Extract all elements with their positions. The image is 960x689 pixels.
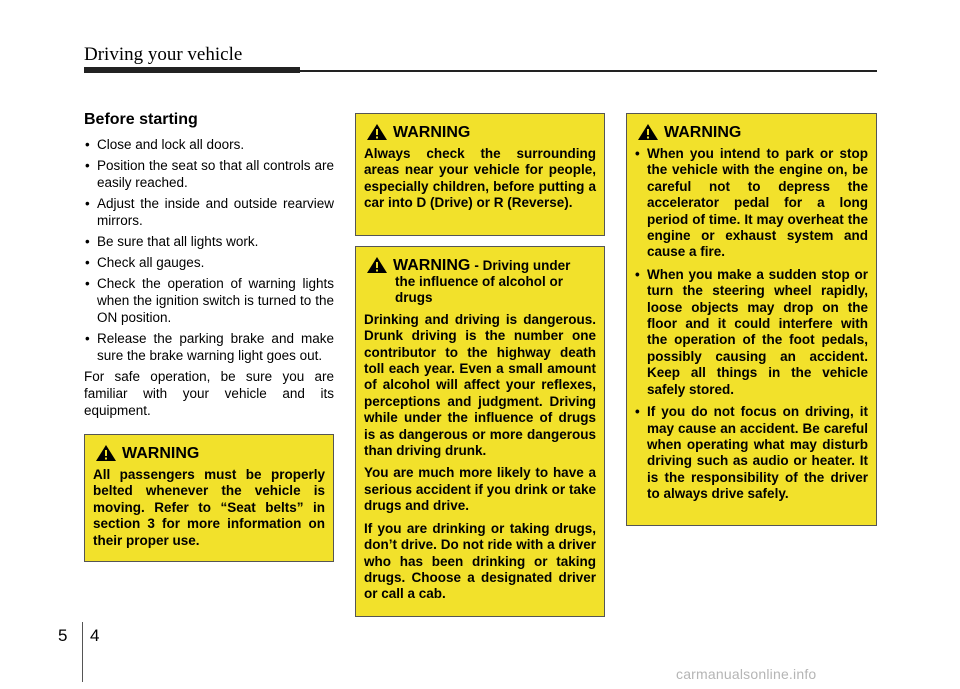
header-rule-thick [84, 67, 300, 73]
list-item: • Adjust the inside and outside rearview mirrors. [84, 195, 334, 229]
list-item: • When you intend to park or stop the vehicle with the engine on, be careful not to depress the accelerator pedal for a long period of time. It may overheat the engine or exhaust system and cause a fire. [635, 146, 868, 261]
list-item: • Release the parking brake and make sure the brake warning light goes out. [84, 330, 334, 364]
list-item: • Check the operation of warning lights when the ignition switch is turned to the ON position. [84, 275, 334, 326]
warning-title: WARNING [122, 445, 200, 462]
header-rule-thin [300, 70, 877, 72]
warning-paragraph: You are much more likely to have a serious accident if you drink or take drugs and drive. [364, 465, 596, 514]
warning-paragraph: Drinking and driving is dangerous. Drunk driving is the number one contributor to the highway death toll each year. Even a small amount of alcohol will affect your reflexes, perceptions and judgment. Driving while under the influence of drugs is as dangerous or more dangerous than driving drunk. [364, 311, 596, 459]
before-starting-list [84, 136, 334, 364]
warning-text: All passengers must be properly belted whenever the vehicle is moving. Refer to “Seat belts” in section 3 for more information on their proper use. [93, 467, 325, 548]
warning-triangle-icon [366, 123, 388, 141]
list-item: • Close and lock all doors. [84, 136, 334, 153]
warning-triangle-icon [366, 256, 388, 274]
warning-header [635, 123, 868, 142]
list-item: • If you do not focus on driving, it may cause an accident. Be careful when operating what may disturb driving such as audio or heater. It is the responsibility of the driver to always drive safely. [635, 404, 868, 502]
before-starting-heading: Before starting [84, 111, 198, 128]
warning-box-alcohol [355, 246, 605, 617]
warning-list [635, 146, 868, 503]
warning-box-gear [355, 113, 605, 236]
list-item: • Check all gauges. [84, 254, 334, 271]
warning-paragraph: If you are drinking or taking drugs, don’t drive. Do not ride with a driver who has been drinking or taking drugs. Choose a designated driver or call a cab. [364, 520, 596, 602]
watermark: carmanualsonline.info [676, 666, 817, 682]
warning-triangle-icon [95, 444, 117, 462]
warning-header [93, 444, 325, 463]
warning-triangle-icon [637, 123, 659, 141]
warning-box-parking [626, 113, 877, 526]
warning-header [364, 256, 596, 275]
warning-subtitle: - Driving under [474, 258, 571, 273]
page-number: 4 [90, 626, 100, 645]
page-header-title: Driving your vehicle [84, 44, 243, 65]
warning-title: WARNING [664, 124, 742, 141]
warning-title: WARNING [393, 257, 471, 274]
warning-box-seatbelts [84, 434, 334, 562]
warning-header [364, 123, 596, 142]
page-number-divider [82, 622, 83, 682]
before-starting-closing: For safe operation, be sure you are familiar with your vehicle and its equipment. [84, 369, 334, 418]
list-item: • When you make a sudden stop or turn the steering wheel rapidly, loose objects may drop on the floor and it could interfere with the operation of the foot pedals, possibly causing an accident. Keep all things in the vehicle safely stored. [635, 267, 868, 398]
before-starting-section [84, 110, 334, 419]
warning-title: WARNING [393, 124, 471, 141]
warning-subtitle-continued: the influence of alcohol or drugs [395, 274, 564, 306]
list-item: • Position the seat so that all controls are easily reached. [84, 157, 334, 191]
warning-text: Always check the surrounding areas near your vehicle for people, especially children, before putting a car into D (Drive) or R (Reverse). [364, 146, 596, 211]
list-item: • Be sure that all lights work. [84, 233, 334, 250]
section-number: 5 [58, 626, 68, 645]
